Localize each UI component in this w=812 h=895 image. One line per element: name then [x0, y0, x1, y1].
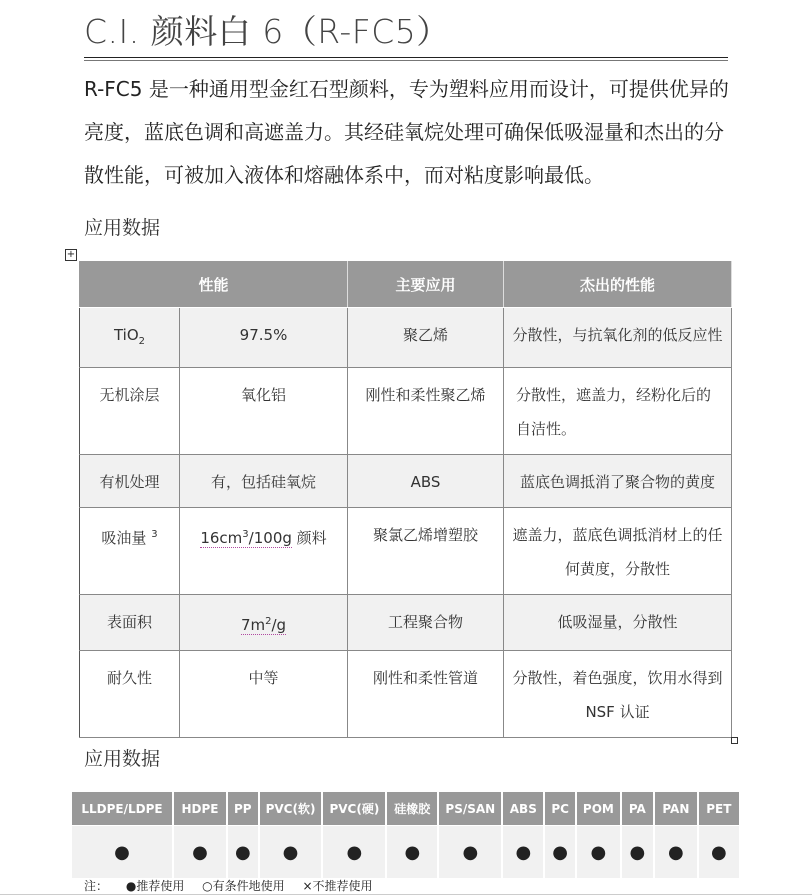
compat-value: ●	[227, 826, 259, 879]
compat-header: LLDPE/LDPE	[72, 792, 173, 826]
cell-property: 有机处理	[80, 455, 180, 508]
compat-value-row	[72, 826, 739, 879]
compat-header: 硅橡胶	[386, 792, 438, 826]
compat-header: POM	[576, 792, 621, 826]
cell-value: 中等	[180, 651, 348, 738]
table-row	[80, 368, 732, 455]
cell-value: 氧化铝	[180, 368, 348, 455]
cell-property: TiO$_2$	[80, 308, 180, 368]
header-property: 性能	[80, 262, 348, 308]
header-main-application: 主要应用	[348, 262, 504, 308]
legend-recommended: ●推荐使用	[125, 879, 185, 893]
compat-value: ●	[576, 826, 621, 879]
page-title: C.I. 颜料白 6（R-FC5）	[84, 12, 450, 51]
table-header-row	[80, 262, 732, 308]
cell-application: 工程聚合物	[348, 595, 504, 651]
compat-header: PAN	[654, 792, 698, 826]
cell-application: 聚氯乙烯增塑胶	[348, 508, 504, 595]
compat-header: PVC(软)	[259, 792, 323, 826]
table-row	[80, 651, 732, 738]
compat-header: PS/SAN	[438, 792, 502, 826]
table-row	[80, 455, 732, 508]
table-row	[80, 595, 732, 651]
cell-application: ABS	[348, 455, 504, 508]
intro-paragraph: R-FC5 是一种通用型金红石型颜料，专为塑料应用而设计，可提供优异的亮度，蓝底色调和高遮盖力。其经硅氧烷处理可确保低吸湿量和杰出的分散性能，可被加入液体和熔融体系中，而对粘度影响最低。	[84, 77, 729, 187]
compat-header: PC	[544, 792, 576, 826]
cell-value: 有，包括硅氧烷	[180, 455, 348, 508]
compatibility-table	[72, 792, 739, 878]
legend-conditional: ○有条件地使用	[202, 879, 285, 893]
compat-header-row	[72, 792, 739, 826]
table-row	[80, 308, 732, 368]
compat-value: ●	[386, 826, 438, 879]
cell-value: $7m^2/g$	[180, 595, 348, 651]
cell-property: 耐久性	[80, 651, 180, 738]
compat-header: PVC(硬)	[322, 792, 386, 826]
cell-performance: 分散性，与抗氧化剂的低反应性	[504, 308, 732, 368]
compat-value: ●	[621, 826, 654, 879]
title-divider	[84, 57, 728, 61]
legend	[84, 877, 387, 894]
legend-not-recommended: ×不推荐使用	[302, 879, 373, 893]
compat-value: ●	[438, 826, 502, 879]
move-icon[interactable]: +	[66, 249, 76, 260]
compat-value: ●	[259, 826, 323, 879]
compat-header: ABS	[502, 792, 544, 826]
table-row	[80, 508, 732, 595]
resize-handle-icon[interactable]	[731, 737, 738, 744]
compat-value: ●	[173, 826, 227, 879]
header-outstanding-performance: 杰出的性能	[504, 262, 732, 308]
application-table	[79, 261, 732, 738]
compat-header: PET	[698, 792, 739, 826]
compat-header: PA	[621, 792, 654, 826]
compat-value: ●	[72, 826, 173, 879]
cell-property: 吸油量 $^3$	[80, 508, 180, 595]
compat-header: HDPE	[173, 792, 227, 826]
compat-value: ●	[502, 826, 544, 879]
section-heading-application-data-2: 应用数据	[84, 748, 161, 770]
cell-performance: 遮盖力，蓝底色调抵消材上的任何黄度，分散性	[504, 508, 732, 595]
cell-performance: 低吸湿量，分散性	[504, 595, 732, 651]
legend-note: 注：	[84, 879, 109, 893]
cell-application: 聚乙烯	[348, 308, 504, 368]
cell-property: 表面积	[80, 595, 180, 651]
section-heading-application-data: 应用数据	[84, 217, 161, 239]
compat-value: ●	[698, 826, 739, 879]
compat-value: ●	[654, 826, 698, 879]
cell-value: 97.5%	[180, 308, 348, 368]
cell-performance: 分散性，遮盖力，经粉化后的自洁性。	[504, 368, 732, 455]
cell-performance: 蓝底色调抵消了聚合物的黄度	[504, 455, 732, 508]
compat-header: PP	[227, 792, 259, 826]
compat-value: ●	[322, 826, 386, 879]
cell-performance: 分散性，着色强度，饮用水得到 NSF 认证	[504, 651, 732, 738]
cell-application: 刚性和柔性聚乙烯	[348, 368, 504, 455]
cell-application: 刚性和柔性管道	[348, 651, 504, 738]
cell-property: 无机涂层	[80, 368, 180, 455]
cell-value: $16cm^3/100g$ 颜料	[180, 508, 348, 595]
compat-value: ●	[544, 826, 576, 879]
